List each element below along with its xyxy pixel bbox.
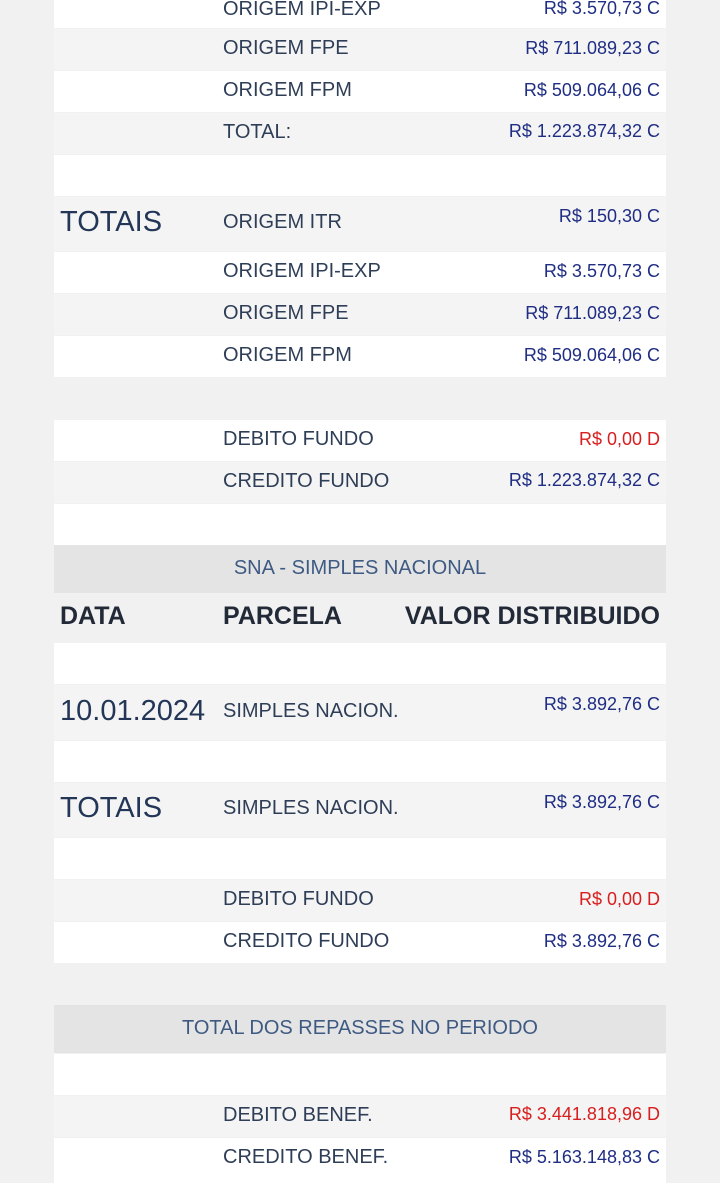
column-header-parcela: PARCELA — [223, 602, 342, 630]
row-value: R$ 150,30 C — [558, 206, 660, 226]
table-row — [54, 462, 666, 503]
section-header — [54, 545, 666, 593]
row-label: ORIGEM IPI-EXP — [223, 0, 381, 20]
debito-fundo-label: DEBITO FUNDO — [223, 428, 374, 450]
row-label: ORIGEM ITR — [223, 211, 342, 233]
row-value: R$ 3.892,76 C — [543, 792, 660, 812]
debito-benef-label: DEBITO BENEF. — [223, 1104, 373, 1126]
row-label: ORIGEM FPE — [223, 37, 349, 59]
table-row — [54, 113, 666, 154]
table-row — [54, 420, 666, 461]
debito-fundo-value: R$ 0,00 D — [578, 429, 660, 449]
blank-row — [54, 838, 666, 879]
entry-date: 10.01.2024 — [60, 695, 206, 727]
row-label: ORIGEM IPI-EXP — [223, 260, 381, 282]
table-row — [54, 880, 666, 921]
totais-title: TOTAIS — [60, 206, 163, 238]
row-value: R$ 711.089,23 C — [525, 303, 660, 323]
table-row — [54, 922, 666, 963]
table-row — [54, 29, 666, 70]
blank-row — [54, 378, 666, 419]
row-label: SIMPLES NACION. — [223, 797, 399, 819]
credito-benef-value: R$ 5.163.148,83 C — [508, 1147, 660, 1167]
totais-title: TOTAIS — [60, 792, 163, 824]
table-row — [54, 197, 666, 251]
table-row — [54, 294, 666, 335]
row-label: ORIGEM FPE — [223, 302, 349, 324]
column-header-valor: VALOR DISTRIBUIDO — [404, 602, 660, 630]
row-value: R$ 1.223.874,32 C — [508, 121, 660, 141]
section-title: TOTAL DOS REPASSES NO PERIODO — [181, 1017, 538, 1039]
section-header — [54, 1005, 666, 1053]
debito-fundo-value: R$ 0,00 D — [578, 889, 660, 909]
table-header — [54, 594, 666, 642]
debito-fundo-label: DEBITO FUNDO — [223, 888, 374, 910]
credito-fundo-value: R$ 1.223.874,32 C — [508, 470, 660, 490]
blank-row — [54, 1054, 666, 1095]
column-header-data: DATA — [60, 602, 126, 630]
blank-row — [54, 504, 666, 545]
row-value: R$ 711.089,23 C — [525, 38, 660, 58]
credito-fundo-label: CREDITO FUNDO — [223, 470, 390, 492]
row-label: ORIGEM FPM — [223, 79, 352, 101]
table-row — [54, 336, 666, 377]
blank-row — [54, 741, 666, 782]
row-value: R$ 509.064,06 C — [523, 345, 660, 365]
credito-fundo-value: R$ 3.892,76 C — [543, 931, 660, 951]
blank-row — [54, 155, 666, 196]
credito-fundo-label: CREDITO FUNDO — [223, 930, 390, 952]
blank-row — [54, 964, 666, 1005]
row-value: R$ 3.892,76 C — [543, 694, 660, 714]
debito-benef-value: R$ 3.441.818,96 D — [508, 1104, 660, 1124]
table-row — [54, 1096, 666, 1137]
table-row — [54, 783, 666, 837]
table-row — [54, 252, 666, 293]
table-row — [54, 685, 666, 740]
table-row — [54, 0, 666, 28]
row-value: R$ 3.570,73 C — [543, 261, 660, 281]
row-label: TOTAL: — [223, 121, 292, 143]
row-label: ORIGEM FPM — [223, 344, 352, 366]
table-row — [54, 1138, 666, 1183]
row-value: R$ 509.064,06 C — [523, 80, 660, 100]
section-title: SNA - SIMPLES NACIONAL — [233, 557, 487, 579]
credito-benef-label: CREDITO BENEF. — [223, 1146, 389, 1168]
row-label: SIMPLES NACION. — [223, 700, 399, 722]
row-value: R$ 3.570,73 C — [543, 0, 660, 18]
blank-row — [54, 643, 666, 684]
table-row — [54, 71, 666, 112]
